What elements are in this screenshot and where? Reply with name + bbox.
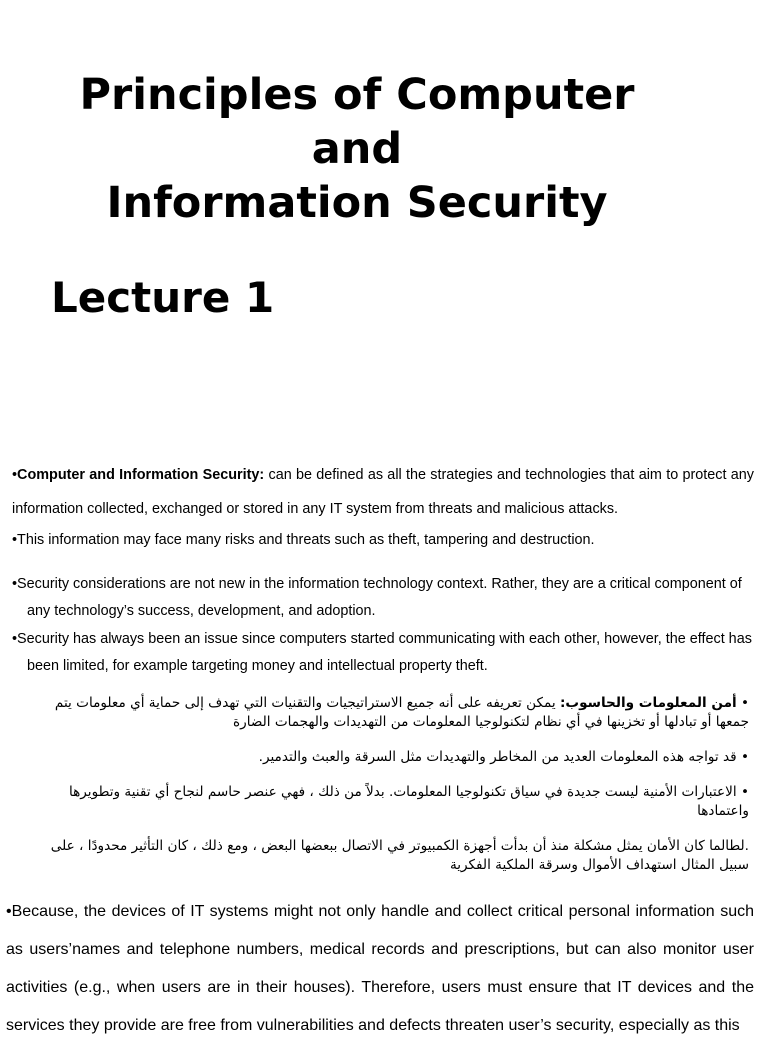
title-line-3: Information Security bbox=[106, 178, 608, 228]
arabic-considerations-paragraph: • الاعتبارات الأمنية ليست جديدة في سياق تكنولوجيا المعلومات. بدلاً من ذلك ، فهي عنصر حاسم لنجاح أي تقنية وتطويرها واعتمادها bbox=[68, 784, 749, 819]
risks-paragraph: •This information may face many risks and threats such as theft, tampering and destruction. bbox=[12, 532, 595, 548]
arabic-definition-term: أمن المعلومات والحاسوب: bbox=[559, 695, 737, 711]
devices-paragraph: •Because, the devices of IT systems might not only handle and collect critical personal information such as users’names and telephone numbers, medical records and prescriptions, but can also monitor user activities (e.g., when users are in their houses). Therefore, users must ensure that IT devices and the services they provide are free from vulnerabilities and defects threaten user’s security, especially as this bbox=[6, 903, 754, 1034]
lecture-heading: Lecture 1 bbox=[51, 273, 275, 322]
arabic-risks-paragraph: • قد تواجه هذه المعلومات العديد من المخاطر والتهديدات مثل السرقة والعبث والتدمير. bbox=[258, 749, 749, 765]
history-line-2: been limited, for example targeting money and intellectual property theft. bbox=[27, 658, 488, 674]
considerations-paragraph bbox=[12, 571, 754, 625]
english-section bbox=[12, 458, 754, 680]
title-line-2: and bbox=[311, 124, 403, 174]
definition-term: Computer and Information Security: bbox=[17, 467, 265, 483]
considerations-line-1: •Security considerations are not new in the information technology context. Rather, they are a critical component of bbox=[12, 576, 742, 592]
history-paragraph bbox=[12, 626, 754, 680]
arabic-history-paragraph: .لطالما كان الأمان يمثل مشكلة منذ أن بدأت أجهزة الكمبيوتر في الاتصال ببعضها البعض ، ومع ذلك ، كان التأثير محدودًا ، على سبيل المثال استهداف الأموال وسرقة الملكية الفكرية bbox=[50, 838, 749, 873]
arabic-definition-text: يمكن تعريفه على أنه جميع الاستراتيجيات والتقنيات التي تهدف إلى حماية أي معلومات يتم جمعها أو تبادلها أو تخزينها في أي نظام لتكنولوجيا المعلومات من التهديدات والهجمات الضارة bbox=[54, 695, 749, 730]
arabic-definition-paragraph bbox=[20, 694, 749, 732]
history-line-1: •Security has always been an issue since computers started communicating with each other, however, the effect has bbox=[12, 631, 752, 647]
definition-paragraph bbox=[12, 458, 754, 526]
arabic-section bbox=[20, 694, 749, 873]
considerations-line-2: any technology’s success, development, and adoption. bbox=[27, 603, 376, 619]
page-title bbox=[0, 68, 714, 230]
definition-text: can be defined as all the strategies and technologies that aim to protect any information collected, exchanged or stored in any IT system from threats and malicious attacks. bbox=[12, 467, 754, 517]
bullet: • bbox=[12, 467, 18, 483]
title-line-1: Principles of Computer bbox=[79, 70, 635, 120]
arabic-bullet: • bbox=[736, 695, 749, 711]
